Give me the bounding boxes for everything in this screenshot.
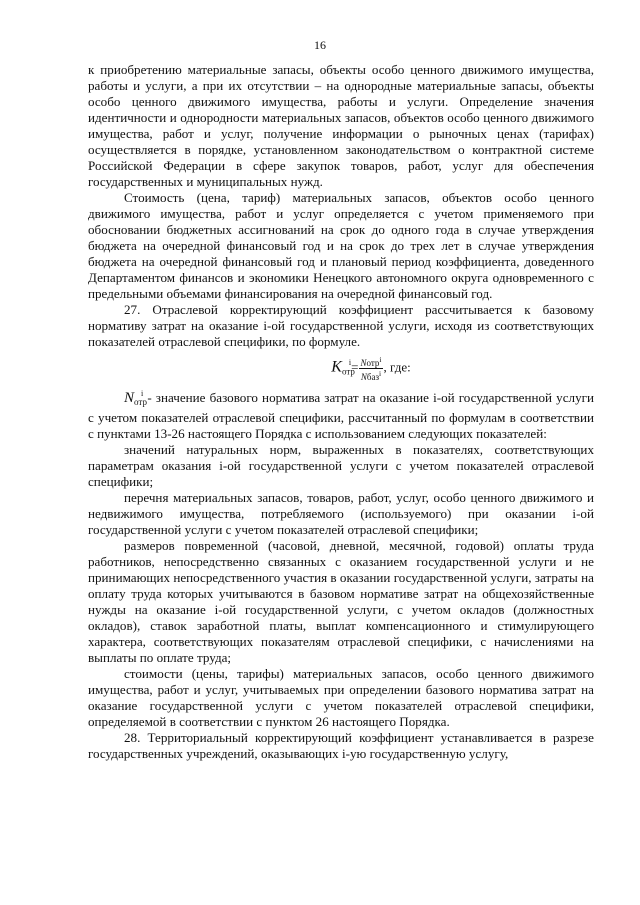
formula-denominator: Nбаз$^i$	[360, 369, 382, 382]
paragraph-8: стоимости (цены, тарифы) материальных запасов, особо ценного движимого имущества, работ и услуг, учитываемых при определении базового норматива затрат на оказание государственной услуги с учетом показателей отраслевой специфики, определяемой в соответствии с пунктом 26 настоящего Порядка.	[88, 666, 594, 729]
def-sup: i	[140, 389, 144, 398]
paragraph-9: 28. Территориальный корректирующий коэффициент устанавливается в разрезе государственных учреждений, оказывающих i-ую государственную услугу,	[88, 730, 594, 761]
def-sub: отр	[134, 397, 147, 407]
formula-trailing: , где:	[383, 359, 411, 375]
paragraph-2: Стоимость (цена, тариф) материальных запасов, объектов особо ценного движимого имущества, работ и услуг определяется с учетом применяемого при обосновании бюджетных ассигнований на срок до одного года в случае утверждения бюджета на очередной финансовый год и на срок до трех лет в случае утверждения бюджета на очередной финансовый год и плановый период коэффициента, доведенного Департаментом финансов и экономики Ненецкого автономного округа одновременного с предельными объемами финансирования на очередной финансовый год.	[88, 190, 594, 301]
document-body	[88, 62, 594, 762]
paragraph-4	[88, 386, 594, 442]
paragraph-5: значений натуральных норм, выраженных в показателях, соответствующих параметрам оказания i-ой государственной услуги с учетом показателей отраслевой специфики;	[88, 442, 594, 489]
formula-fraction	[359, 355, 382, 382]
formula-numerator: Nотр$^i$	[360, 355, 382, 368]
page-number: 16	[314, 38, 326, 52]
formula-lhs-symbol: K	[331, 358, 342, 376]
paragraph-7: размеров повременной (часовой, дневной, месячной, годовой) оплаты труда работников, непосредственно связанных с оказанием государственной услуги и не принимающих непосредственного участия в оказании государственной услуги, затраты на оплату труда которых учитываются в базовом нормативе затрат на общехозяйственные нужды на оказание i-ой государственной услуги, с учетом окладов (должностных окладов), ставок заработной платы, выплат компенсационного и стимулирующего характера, соответствующих показателям отраслевой специфики, с начислениями на выплаты по оплате труда;	[88, 538, 594, 665]
def-symbol: N	[124, 390, 135, 406]
formula-lhs-sub: отр	[341, 366, 355, 377]
formula-lhs-sup: i	[348, 358, 352, 368]
formula-k-otr: $K_{отр}^i=$ $\frac{Nотр^i}{Nбаз^i}$ , где:	[331, 355, 411, 382]
paragraph-3: 27. Отраслевой корректирующий коэффициент рассчитывается к базовому нормативу затрат на оказание i-ой государственной услуги, исходя из соответствующих показателей отраслевой специфики, по формуле.	[88, 302, 594, 349]
paragraph-6: перечня материальных запасов, товаров, работ, услуг, особо ценного движимого и недвижимого имущества, потребляемого (используемого) при оказании i-ой государственной услуги с учетом показателей отраслевой специфики;	[88, 490, 594, 537]
paragraph-1: к приобретению материальные запасы, объекты особо ценного движимого имущества, работы и услуги, а при их отсутствии – на однородные материальные запасы, объекты особо ценного движимого имущества, работы и услуги. Определение значения идентичности и однородности материальных запасов, объектов особо ценного движимого имущества, работ и услуг, получение информации о рыночных ценах (тарифах) осуществляется в порядке, установленном законодательством о контрактной системе Российской Федерации в сфере закупок товаров, работ, услуг для обеспечения государственных и муниципальных нужд.	[88, 62, 594, 189]
def-text: - значение базового норматива затрат на оказание i-ой государственной услуги с учетом показателей отраслевой специфики, рассчитанный по формулам в соответствии с пунктами 13-26 настоящего Порядка с использованием следующих показателей:	[88, 390, 594, 441]
